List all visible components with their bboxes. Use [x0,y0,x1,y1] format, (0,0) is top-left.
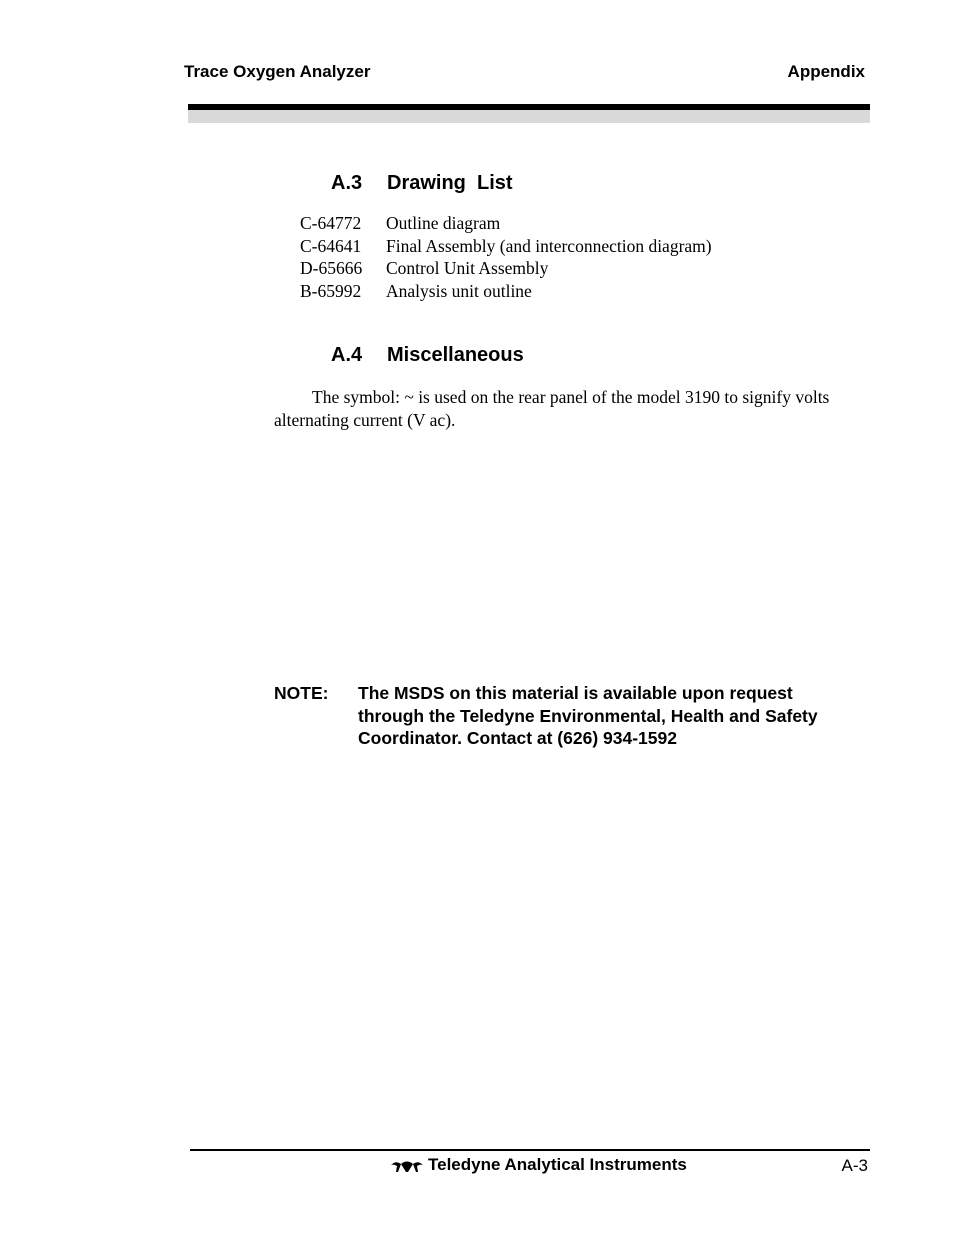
footer-company: Teledyne Analytical Instruments [428,1155,687,1174]
section-number: A.4 [331,344,363,366]
drawing-description: Final Assembly (and interconnection diagram) [386,235,712,256]
drawing-description: Analysis unit outline [386,280,532,301]
footer-rule [190,1149,870,1151]
list-item [300,235,712,258]
drawing-code: C-64772 [300,213,362,233]
section-title: Miscellaneous [387,344,524,366]
list-item [300,212,712,235]
drawing-code: C-64641 [300,235,362,256]
running-header-title: Trace Oxygen Analyzer [184,62,371,81]
header-shade-bar [188,110,870,123]
list-item [300,280,712,303]
drawing-code: D-65666 [300,258,363,278]
drawing-code: B-65992 [300,280,362,301]
misc-paragraph: The symbol: ~ is used on the rear panel of the model 3190 to signify volts alternating current (V ac). [274,387,830,430]
drawing-description: Outline diagram [386,213,501,233]
footer-brand [390,1155,687,1175]
section-title: Drawing List [387,172,513,194]
note-text: The MSDS on this material is available upon request through the Teledyne Environmental, Health and Safety Coordinator. Contact at (626) 934-1592 [358,683,818,748]
drawing-list [300,212,712,302]
section-heading-a4 [331,344,524,367]
section-heading-a3 [331,172,513,195]
page-number: A-3 [841,1156,868,1175]
section-number: A.3 [331,172,363,194]
running-header-section: Appendix [787,62,865,81]
note-label: NOTE: [274,683,329,703]
drawing-description: Control Unit Assembly [386,258,549,278]
teledyne-logo-icon [390,1158,424,1172]
list-item [300,257,712,280]
